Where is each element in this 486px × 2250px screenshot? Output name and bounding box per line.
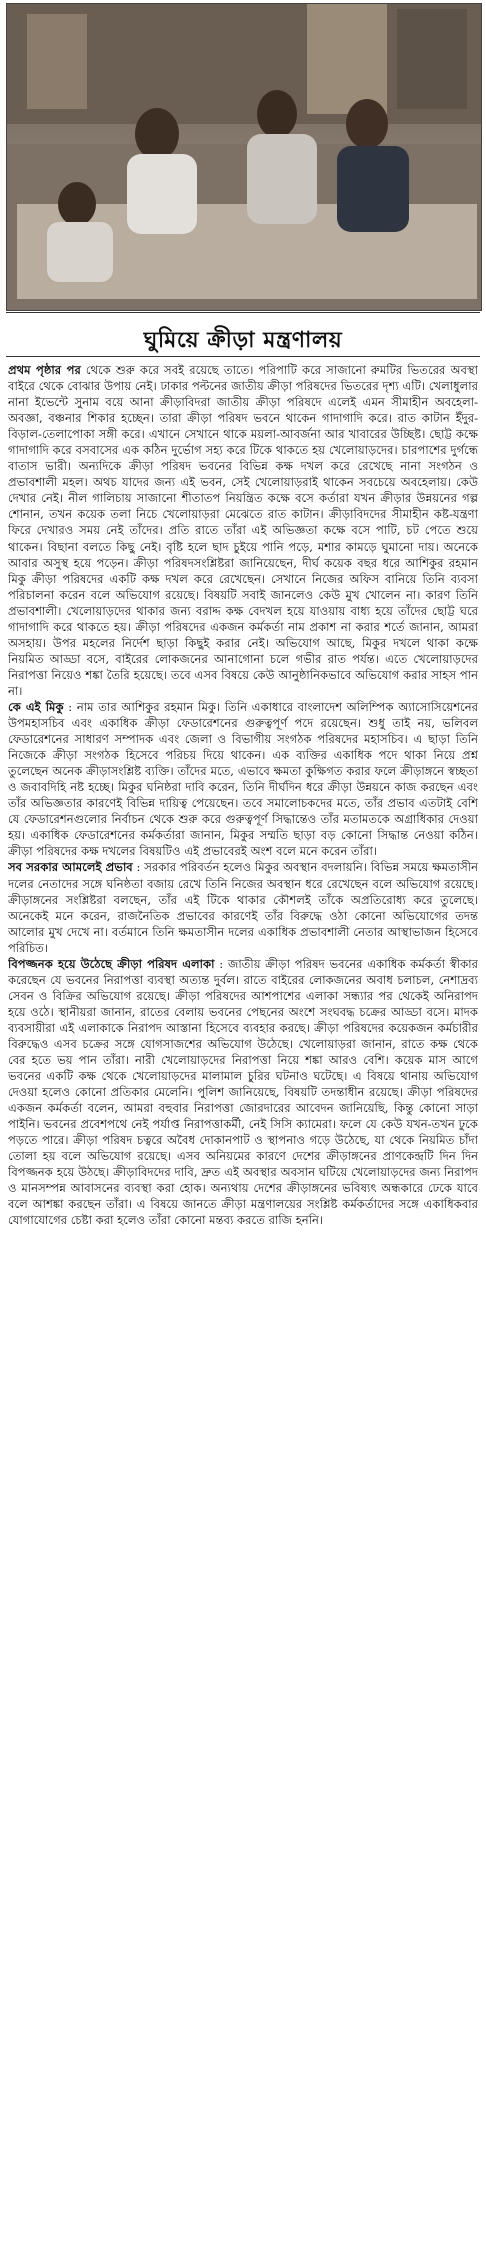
article-paragraph [8,859,478,955]
paragraph-lead: সব সরকার আমলেই প্রভাব [8,860,133,875]
top-rule [6,312,480,313]
paragraph-text: থেকে শুরু করে সবই রয়েছে তাতে। পরিপাটি করে সাজানো রুমটির ভিতরের অবস্থা বাইরে থেকে বোঝার উপায় নেই। ঢাকার পল্টনের জাতীয় ক্রীড়া পরিষদের ভিতরের দৃশ্য এটি। খেলাধুলার নানা ইভেন্টে সুনাম বয়ে আনা ক্রীড়াবিদরা জাতীয় ক্রীড়া পরিষদে এলেই এমন সীমাহীন অবহেলা-অবজ্ঞা, বঞ্চনার শিকার হচ্ছেন। তারা ক্রীড়া পরিষদ ভবনে থাকেন গাদাগাদি করে। রাত কাটান ইঁদুর-বিড়াল-তেলাপোকা সঙ্গী করে। এখানে সেখানে থাকে ময়লা-আবর্জনা আর খাবারের উচ্ছিষ্ট। ছোট্ট কক্ষে গাদাগাদি করে বসবাসের এক কঠিন দুর্ভোগ সহ্য করে টিকে থাকতে হয় খেলোয়াড়দের। চারপাশের দুর্গন্ধে বাতাস ভারী। অন্যদিকে ক্রীড়া পরিষদ ভবনের বিভিন্ন কক্ষ দখল করে রেখেছে নানা সংগঠন ও প্রভাবশালী মহল। অথচ যাদের জন্য এই ভবন, সেই খেলোয়াড়রাই থাকেন সবচেয়ে অবহেলায়। কেউ দেখার নেই। নীল গালিচায় সাজানো শীতাতপ নিয়ন্ত্রিত কক্ষে বসে কর্তারা যখন ক্রীড়ার উন্নয়নের গল্প শোনান, তখন কয়েক তলা নিচে খেলোয়াড়রা মেঝেতে রাত কাটান। ক্রীড়াবিদদের সীমাহীন কষ্ট-যন্ত্রণা ফিরে দেখারও সময় নেই তাঁদের। প্রতি রাতে তাঁরা এই অভিজ্ঞতা কক্ষে বসে পাটি, চট পেতে শুয়ে থাকেন। বিছানা বলতে কিছু নেই। বৃষ্টি হলে ছাদ চুইয়ে পানি পড়ে, মশার কামড়ে ঘুমানো দায়। অনেকে আবার অসুস্থ হয়ে পড়েন। ক্রীড়া পরিষদসংশ্লিষ্টরা জানিয়েছেন, দীর্ঘ কয়েক বছর ধরে আশিকুর রহমান মিকু ক্রীড়া পরিষদের একটি কক্ষ দখল করে রেখেছেন। সেখানে নিজের অফিস বানিয়ে তিনি ব্যবসা পরিচালনা করেন বলে অভিযোগ রয়েছে। বিষয়টি সবাই জানলেও কেউ মুখ খোলেন না। কারণ তিনি প্রভাবশালী। খেলোয়াড়দের থাকার জন্য বরাদ্দ কক্ষ বেদখল হয়ে যাওয়ায় বাধ্য হয়ে তাঁদের ছোট্ট ঘরে গাদাগাদি করে থাকতে হয়। ক্রীড়া পরিষদের একজন কর্মকর্তা নাম প্রকাশ না করার শর্তে জানান, আমরা অসহায়। উপর মহলের নির্দেশ ছাড়া কিছুই করার নেই। অভিযোগ আছে, মিকুর দখলে থাকা কক্ষে নিয়মিত আড্ডা বসে, বাইরের লোকজনের আনাগোনা চলে গভীর রাত পর্যন্ত। এতে খেলোয়াড়দের নিরাপত্তা নিয়েও শঙ্কা তৈরি হয়েছে। তবে এসব বিষয়ে কেউ আনুষ্ঠানিকভাবে অভিযোগ করার সাহস পান না। [8,363,478,698]
article-photo [6,3,482,311]
paragraph-text: : সরকার পরিবর্তন হলেও মিকুর অবস্থান বদলায়নি। বিভিন্ন সময়ে ক্ষমতাসীন দলের নেতাদের সঙ্গে ঘনিষ্ঠতা বজায় রেখে তিনি নিজের অবস্থান ধরে রেখেছেন বলে অভিযোগ রয়েছে। ক্রীড়াঙ্গনের সংশ্লিষ্টরা বলছেন, তাঁর এই টিকে থাকার কৌশলই তাঁকে অপ্রতিরোধ্য করে তুলেছে। অনেকেই মনে করেন, রাজনৈতিক প্রভাবের কারণেই তাঁর বিরুদ্ধে ওঠা কোনো অভিযোগের তদন্ত আলোর মুখ দেখে না। বর্তমানে তিনি ক্ষমতাসীন দলের একাধিক প্রভাবশালী নেতার আস্থাভাজন হিসেবে পরিচিত। [8,860,478,955]
article-paragraph [8,956,478,1229]
paragraph-text: : জাতীয় ক্রীড়া পরিষদ ভবনের একাধিক কর্মকর্তা স্বীকার করেছেন যে ভবনের নিরাপত্তা ব্যবস্থা অত্যন্ত দুর্বল। রাতে বাইরের লোকজনের অবাধ চলাচল, নেশাদ্রব্য সেবন ও বিক্রির অভিযোগ রয়েছে। ক্রীড়া পরিষদের আশপাশের এলাকা সন্ধ্যার পর থেকেই অনিরাপদ হয়ে ওঠে। স্থানীয়রা জানান, রাতের বেলায় ভবনের পেছনের অংশে সংঘবদ্ধ চক্রের আড্ডা বসে। মাদক ব্যবসায়ীরা এই এলাকাকে নিরাপদ আস্তানা হিসেবে ব্যবহার করছে। ক্রীড়া পরিষদের কয়েকজন কর্মচারীর বিরুদ্ধেও এসব চক্রের সঙ্গে যোগসাজশের অভিযোগ উঠেছে। খেলোয়াড়রা জানান, রাতে কক্ষ থেকে বের হতে ভয় পান তাঁরা। নারী খেলোয়াড়দের নিরাপত্তা নিয়ে শঙ্কা আরও বেশি। কয়েক মাস আগে ভবনের একটি কক্ষ থেকে খেলোয়াড়দের মালামাল চুরির ঘটনাও ঘটেছে। এ বিষয়ে থানায় অভিযোগ দেওয়া হলেও কোনো প্রতিকার মেলেনি। পুলিশ জানিয়েছে, বিষয়টি তদন্তাধীন রয়েছে। ক্রীড়া পরিষদের একজন কর্মকর্তা বলেন, আমরা বহুবার নিরাপত্তা জোরদারের আবেদন জানিয়েছি, কিন্তু কোনো সাড়া পাইনি। ভবনের প্রবেশপথে নেই পর্যাপ্ত নিরাপত্তাকর্মী, নেই সিসি ক্যামেরা। ফলে যে কেউ যখন-তখন ঢুকে পড়তে পারে। ক্রীড়া পরিষদ চত্বরে অবৈধ দোকানপাট ও স্থাপনাও গড়ে উঠেছে, যা থেকে নিয়মিত চাঁদা তোলা হয় বলে অভিযোগ রয়েছে। এসব অনিয়মের কারণে দেশের ক্রীড়াঙ্গনের প্রাণকেন্দ্রটি দিন দিন বিপজ্জনক হয়ে উঠছে। ক্রীড়াবিদদের দাবি, দ্রুত এই অবস্থার অবসান ঘটিয়ে খেলোয়াড়দের জন্য নিরাপদ ও মানসম্পন্ন আবাসনের ব্যবস্থা করা হোক। অন্যথায় দেশের ক্রীড়াঙ্গনের ভবিষ্যৎ অন্ধকারে ঢেকে যাবে বলে আশঙ্কা করছেন তাঁরা। এ বিষয়ে জানতে ক্রীড়া মন্ত্রণালয়ের সংশ্লিষ্ট কর্মকর্তাদের সঙ্গে একাধিকবার যোগাযোগের চেষ্টা করা হলেও তাঁরা কোনো মন্তব্য করতে রাজি হননি। [8,956,478,1228]
headline-rule [6,356,480,357]
paragraph-lead: প্রথম পৃষ্ঠার পর [8,363,81,377]
paragraph-text: : নাম তার আশিকুর রহমান মিকু। তিনি একাধারে বাংলাদেশ অলিম্পিক অ্যাসোসিয়েশনের উপমহাসচিব এবং একাধিক ক্রীড়া ফেডারেশনের গুরুত্বপূর্ণ পদে রয়েছেন। শুধু তাই নয়, ভলিবল ফেডারেশনের সাধারণ সম্পাদক এবং জেলা ও বিভাগীয় সংগঠক পরিষদের মহাসচিব। এ ছাড়া তিনি নিজেকে ক্রীড়া সংগঠক হিসেবে পরিচয় দিয়ে থাকেন। এক ব্যক্তির একাধিক পদে থাকা নিয়ে প্রশ্ন তুলেছেন অনেক ক্রীড়াসংশ্লিষ্ট ব্যক্তি। তাঁদের মতে, এভাবে ক্ষমতা কুক্ষিগত করার ফলে ক্রীড়াঙ্গনে স্বচ্ছতা ও জবাবদিহি নষ্ট হচ্ছে। মিকুর ঘনিষ্ঠরা দাবি করেন, তিনি দীর্ঘদিন ধরে ক্রীড়া উন্নয়নে কাজ করছেন এবং তাঁর অভিজ্ঞতার কারণেই বিভিন্ন দায়িত্ব পেয়েছেন। তবে সমালোচকদের মতে, তাঁর প্রভাব এতটাই বেশি যে ফেডারেশনগুলোর নির্বাচন থেকে শুরু করে গুরুত্বপূর্ণ সিদ্ধান্তেও তাঁর মতামতকে অগ্রাধিকার দেওয়া হয়। একাধিক ফেডারেশনের কর্মকর্তারা জানান, মিকুর সম্মতি ছাড়া বড় কোনো সিদ্ধান্ত নেওয়া কঠিন। ক্রীড়া পরিষদের কক্ষ দখলের বিষয়টিও এই প্রভাবেরই অংশ বলে মনে করেন তাঁরা। [8,699,478,859]
article-paragraph [8,699,478,859]
paragraph-lead: কে এই মিকু [8,699,64,714]
article-headline: ঘুমিয়ে ক্রীড়া মন্ত্রণালয় [143,328,343,353]
article-body [8,362,478,2246]
paragraph-lead: বিপজ্জনক হয়ে উঠেছে ক্রীড়া পরিষদ এলাকা [8,956,215,971]
article-paragraph [8,362,478,699]
photo-illustration [7,4,481,310]
